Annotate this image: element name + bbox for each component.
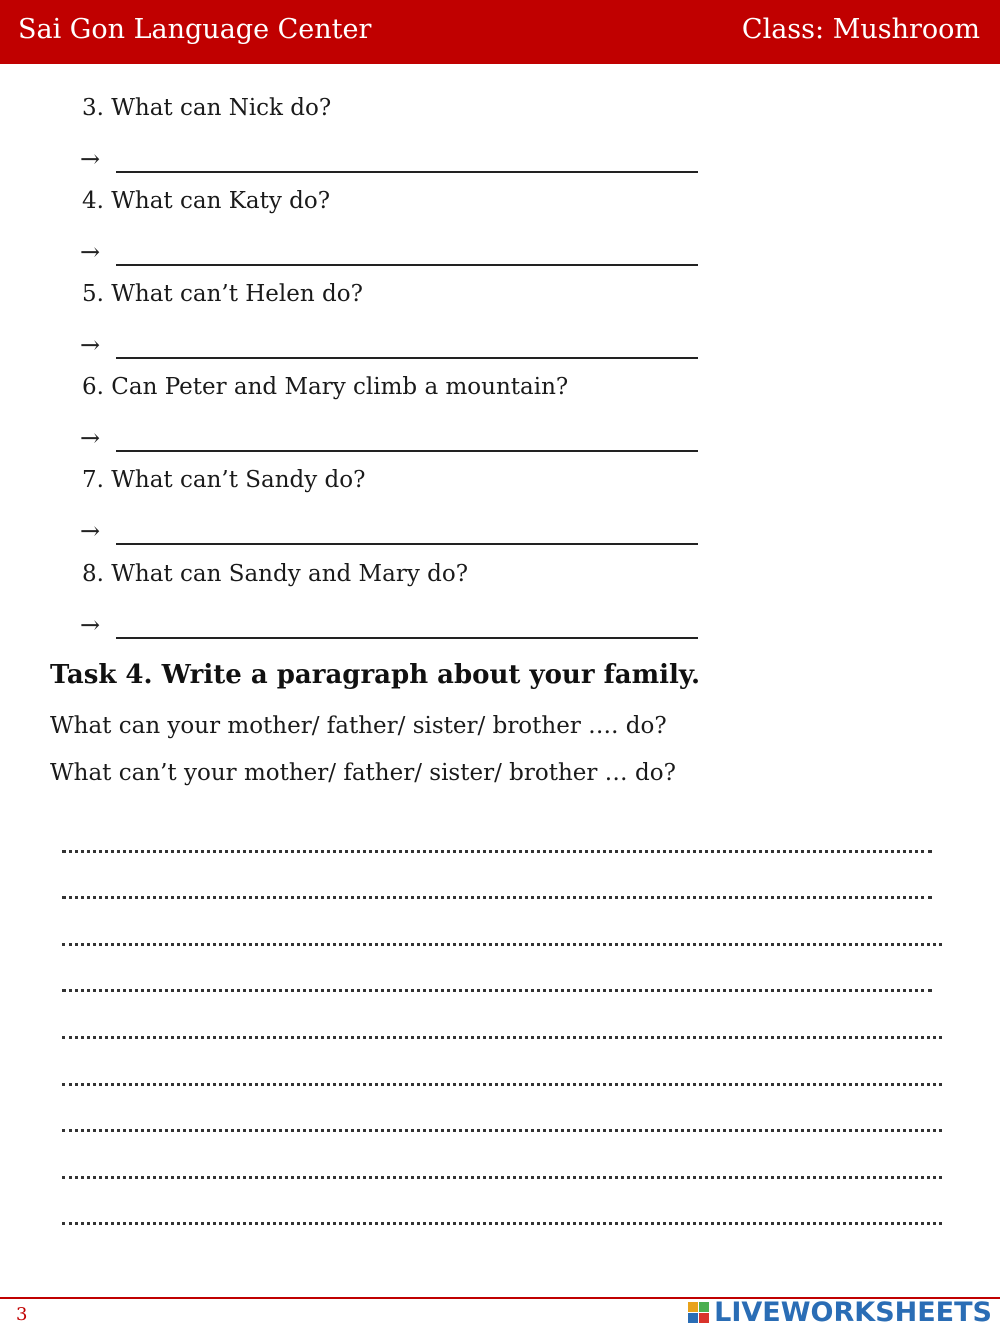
arrow-icon: → [80,424,101,452]
writing-line-1[interactable] [62,848,932,853]
answer-underline[interactable] [116,637,698,639]
answer-underline[interactable] [116,264,698,266]
page-number: 3 [16,1304,28,1325]
question-3: 3. What can Nick do? [82,95,332,121]
class-label: Class: Mushroom [741,14,980,45]
task-4-prompt-can: What can your mother/ father/ sister/ brother …. do? [50,713,667,739]
answer-line-7[interactable] [80,516,700,546]
question-7: 7. What can’t Sandy do? [82,467,366,493]
task-4-title: Task 4. Write a paragraph about your family. [50,660,701,690]
task-4-prompt-cant: What can’t your mother/ father/ sister/ brother … do? [50,760,676,786]
question-6: 6. Can Peter and Mary climb a mountain? [82,374,569,400]
writing-line-7[interactable] [62,1127,942,1132]
writing-line-9[interactable] [62,1220,942,1225]
arrow-icon: → [80,517,101,545]
liveworksheets-logo-icon [688,1302,709,1323]
writing-line-2[interactable] [62,894,932,899]
arrow-icon: → [80,238,101,266]
arrow-icon: → [80,145,101,173]
writing-line-3[interactable] [62,941,942,946]
writing-line-4[interactable] [62,987,932,992]
writing-line-5[interactable] [62,1034,942,1039]
arrow-icon: → [80,331,101,359]
answer-underline[interactable] [116,171,698,173]
arrow-icon: → [80,611,101,639]
answer-line-8[interactable] [80,610,700,640]
liveworksheets-logo[interactable] [688,1296,992,1328]
answer-line-4[interactable] [80,237,700,267]
question-4: 4. What can Katy do? [82,188,331,214]
center-name: Sai Gon Language Center [18,14,372,45]
answer-line-6[interactable] [80,423,700,453]
writing-line-8[interactable] [62,1174,942,1179]
writing-line-6[interactable] [62,1081,942,1086]
page-header [0,0,1000,64]
question-8: 8. What can Sandy and Mary do? [82,561,469,587]
answer-underline[interactable] [116,450,698,452]
answer-underline[interactable] [116,357,698,359]
answer-line-3[interactable] [80,144,700,174]
brand-name: LIVEWORKSHEETS [714,1296,992,1328]
question-5: 5. What can’t Helen do? [82,281,363,307]
answer-line-5[interactable] [80,330,700,360]
answer-underline[interactable] [116,543,698,545]
